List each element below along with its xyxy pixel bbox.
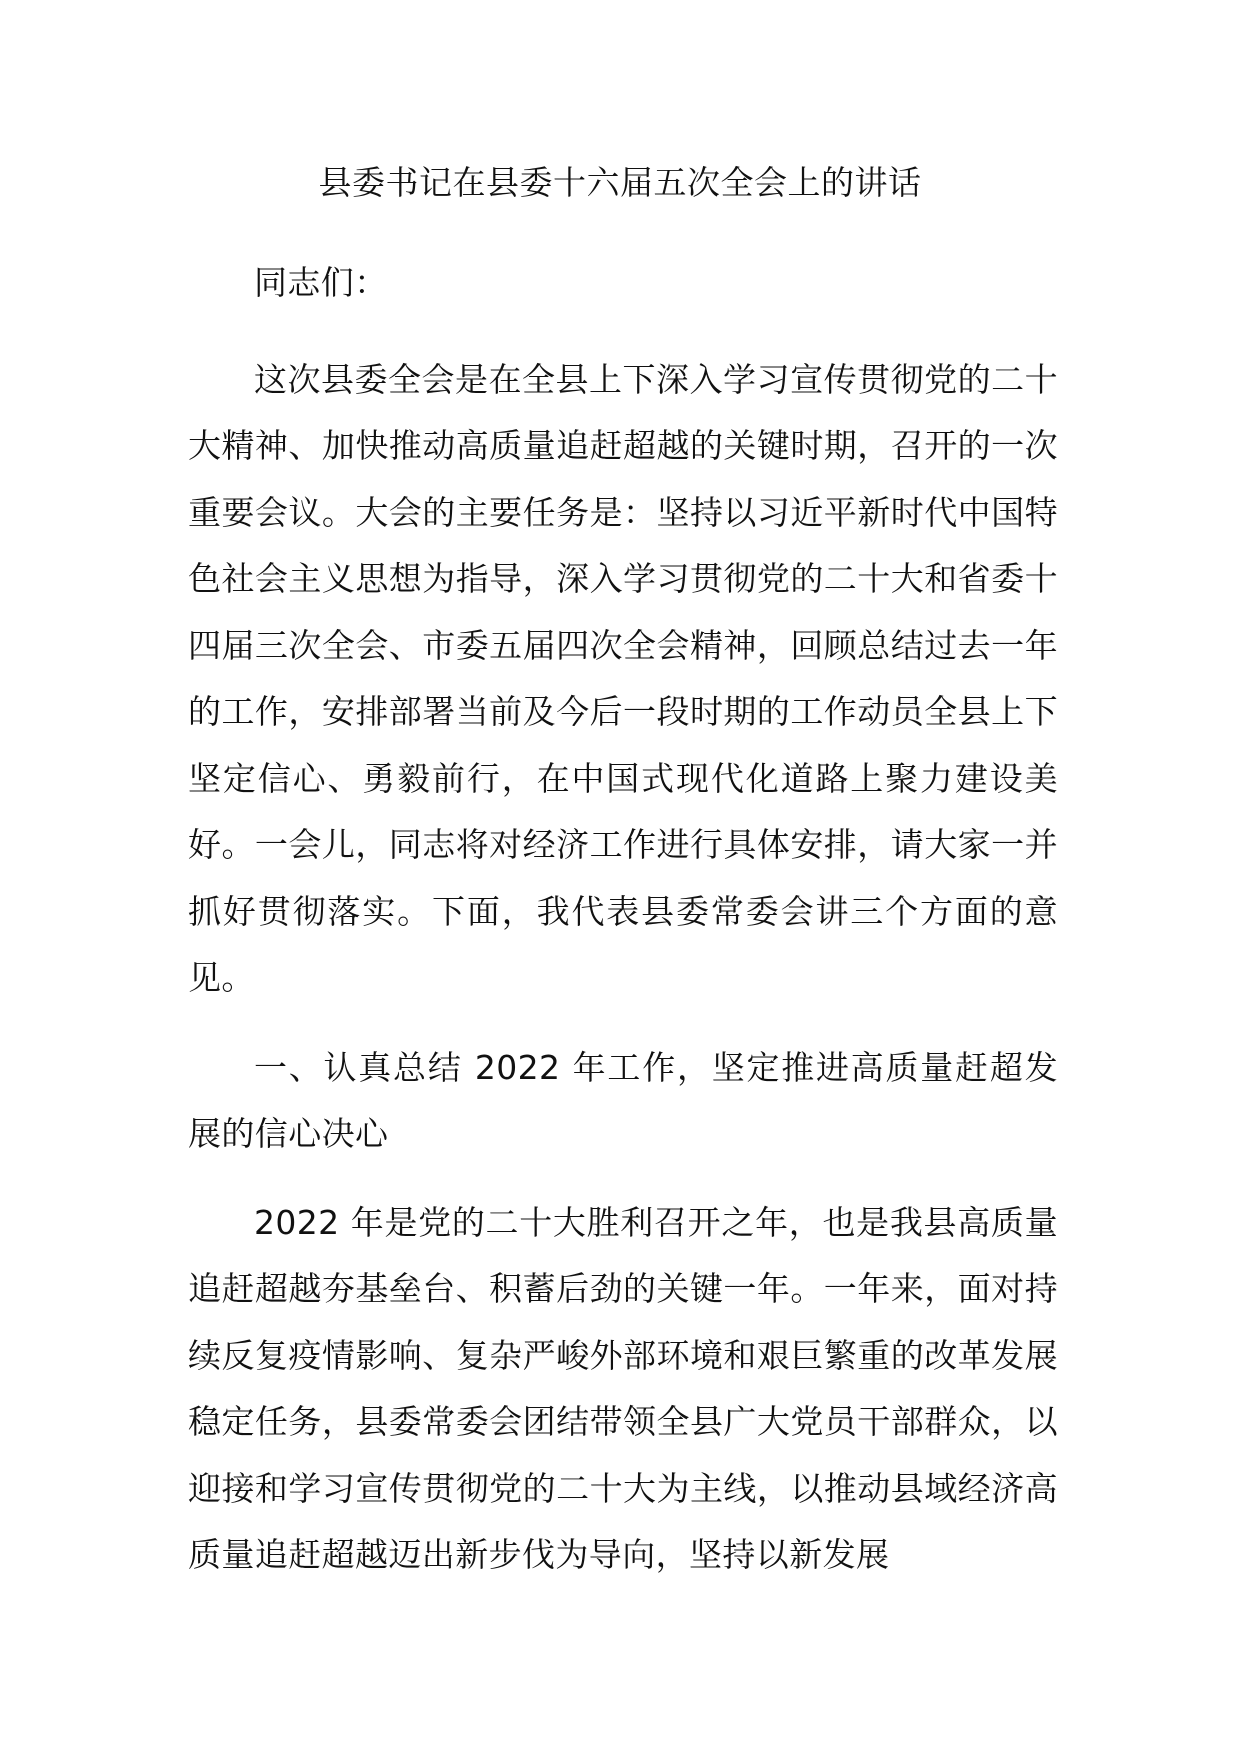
section-heading-1: 一、认真总结 2022 年工作，坚定推进高质量赶超发展的信心决心 (188, 1047, 1058, 1153)
salutation: 同志们： (254, 263, 388, 302)
document-title: 县委书记在县委十六届五次全会上的讲话 (318, 163, 922, 202)
paragraph-2022-review: 2022 年是党的二十大胜利召开之年，也是我县高质量追赶超越夯基垒台、积蓄后劲的关键一年。一年来，面对持续反复疫情影响、复杂严峻外部环境和艰巨繁重的改革发展稳定任务，县委常委会团结带领全县广大党员干部群众，以迎接和学习宣传贯彻党的二十大为主线，以推动县域经济高质量追赶超越迈出新步伐为导向，坚持以新发展 (188, 1202, 1058, 1574)
paragraph-intro: 这次县委全会是在全县上下深入学习宣传贯彻党的二十大精神、加快推动高质量追赶超越的关键时期，召开的一次重要会议。大会的主要任务是：坚持以习近平新时代中国特色社会主义思想为指导，深入学习贯彻党的二十大和省委十四届三次全会、市委五届四次全会精神，回顾总结过去一年的工作，安排部署当前及今后一段时期的工作动员全县上下坚定信心、勇毅前行，在中国式现代化道路上聚力建设美好。一会儿，同志将对经济工作进行具体安排，请大家一并抓好贯彻落实。下面，我代表县委常委会讲三个方面的意见。 (188, 359, 1058, 997)
document-body (188, 250, 1058, 1589)
